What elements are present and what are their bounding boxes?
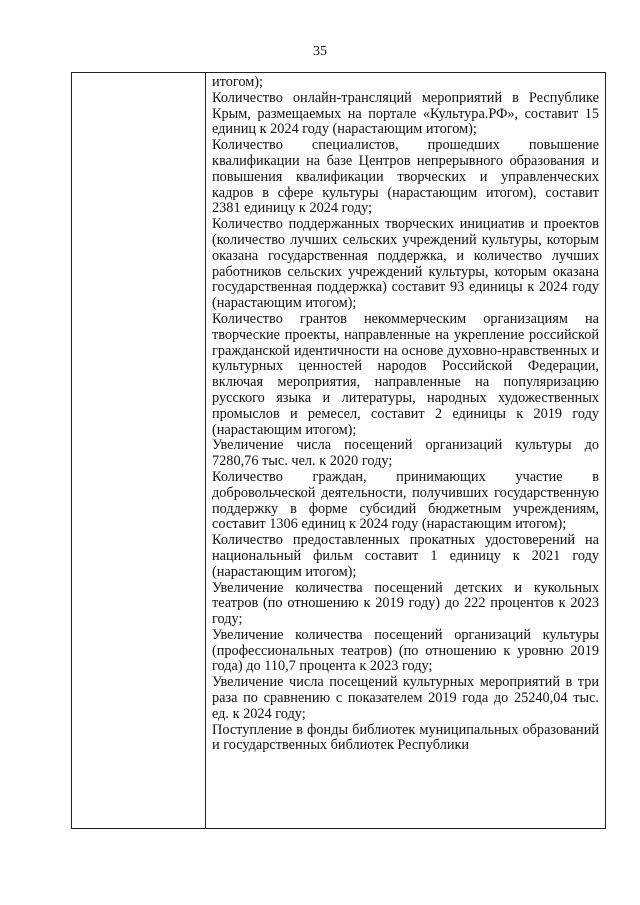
page-number: 35	[313, 44, 327, 59]
document-table	[71, 72, 606, 829]
indicators-cell	[206, 73, 605, 828]
indicator-item: Увеличение числа посещений организаций культуры до 7280,76 тыс. чел. к 2020 году;	[212, 437, 599, 470]
indicator-item: Количество грантов некоммерческим организациям на творческие проекты, направленные на укрепление российской гражданской идентичности на основе духовно-нравственных и культурных ценностей народов Российской Федерации, включая мероприятия, направленные на популяризацию русского языка и литературы, народных художественных промыслов и ремесел, составит 2 единицы к 2019 году (нарастающим итогом);	[212, 310, 599, 438]
indicator-item: Количество онлайн-трансляций мероприятий в Республике Крым, размещаемых на портале «Культура.РФ», составит 15 единиц к 2024 году (нарастающим итогом);	[212, 89, 599, 138]
indicator-item: Количество специалистов, прошедших повышение квалификации на базе Центров непрерывного образования и повышения квалификации творческих и управленческих кадров в сфере культуры (нарастающим итогом), составит 2381 единицу к 2024 году;	[212, 137, 599, 217]
indicator-item: Количество предоставленных прокатных удостоверений на национальный фильм составит 1 единицу к 2021 году (нарастающим итогом);	[212, 532, 599, 580]
indicator-item: Увеличение количества посещений организаций культуры (профессиональных театров) (по отношению к уровню 2019 года) до 110,7 процента к 2023 году;	[212, 626, 599, 675]
indicator-item: итогом);	[212, 74, 264, 90]
indicator-item: Количество поддержанных творческих инициатив и проектов (количество лучших сельских учреждений культуры, которым оказана государственная поддержка, и количество лучших работников сельских учреждений культуры, которым оказана государственная поддержка) составит 93 единицы к 2024 году (нарастающим итогом);	[212, 216, 599, 312]
indicator-item: Количество граждан, принимающих участие в добровольческой деятельности, получивших государственную поддержку в форме субсидий бюджетным учреждениям, составит 1306 единиц к 2024 году (нарастающим итогом);	[212, 468, 599, 533]
indicator-item: Поступление в фонды библиотек муниципальных образований и государственных библиотек Республики	[212, 721, 599, 754]
indicator-item: Увеличение числа посещений культурных мероприятий в три раза по сравнению с показателем 2019 года до 25240,04 тыс. ед. к 2024 году;	[212, 674, 599, 722]
indicator-item: Увеличение количества посещений детских и кукольных театров (по отношению к 2019 году) до 222 процентов к 2023 году;	[212, 579, 599, 628]
